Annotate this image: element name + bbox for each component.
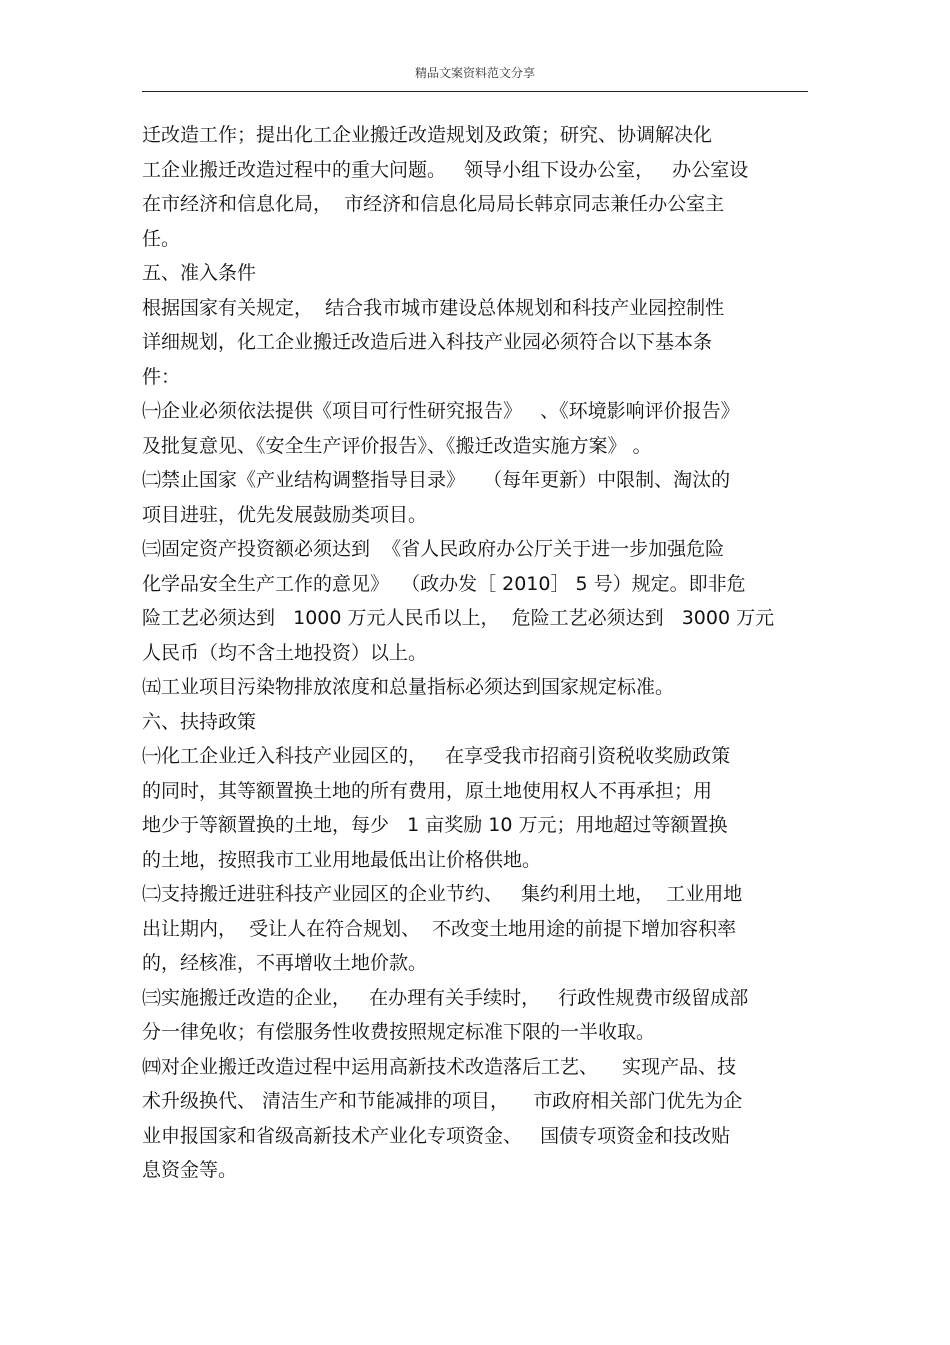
text-line: 分一律免收；有偿服务性收费按照规定标准下限的一半收取。 <box>142 1021 656 1043</box>
text-line: 业申报国家和省级高新技术产业化专项资金、 国债专项资金和技改贴 <box>142 1124 731 1147</box>
text-line: 人民币（均不含土地投资）以上。 <box>142 641 428 664</box>
page-header: 精品文案资料范文分享 <box>414 66 535 80</box>
text-line: 根据国家有关规定， 结合我市城市建设总体规划和科技产业园控制性 <box>142 296 725 319</box>
text-line: ㈠企业必须依法提供《项目可行性研究报告》 、《环境影响评价报告》 <box>142 400 740 422</box>
text-line: ㈣对企业搬迁改造过程中运用高新技术改造落后工艺、 实现产品、技 <box>142 1055 737 1078</box>
text-line: ㈡禁止国家《产业结构调整指导目录》 （每年更新）中限制、淘汰的 <box>142 469 731 491</box>
text-line: 的同时，其等额置换土地的所有费用，原土地使用权人不再承担；用 <box>142 779 713 802</box>
text-line: 任。 <box>142 227 181 250</box>
header-divider <box>142 91 808 92</box>
document-body <box>142 118 812 1188</box>
text-line: 的土地，按照我市工业用地最低出让价格供地。 <box>142 848 542 871</box>
text-line: 项目进驻，优先发展鼓励类项目。 <box>142 503 428 526</box>
text-line: ㈢实施搬迁改造的企业， 在办理有关手续时， 行政性规费市级留成部 <box>142 986 749 1009</box>
text-line: 及批复意见、《安全生产评价报告》、《搬迁改造实施方案》 。 <box>142 434 652 457</box>
text-line: ㈢固定资产投资额必须达到 《省人民政府办公厅关于进一步加强危险 <box>142 538 725 560</box>
text-line: ㈡支持搬迁进驻科技产业园区的企业节约、 集约利用土地， 工业用地 <box>142 883 743 905</box>
text-line: 出让期内， 受让人在符合规划、 不改变土地用途的前提下增加容积率 <box>142 917 737 940</box>
text-line: 工企业搬迁改造过程中的重大问题。 领导小组下设办公室， 办公室设 <box>142 158 749 181</box>
text-line: 息资金等。 <box>142 1159 238 1181</box>
text-line: 迁改造工作；提出化工企业搬迁改造规划及政策；研究、协调解决化 <box>142 124 713 146</box>
text-line: 的，经核准，不再增收土地价款。 <box>142 952 428 974</box>
section-heading: 六、扶持政策 <box>142 710 257 733</box>
text-line: 件： <box>142 365 181 388</box>
text-line: 详细规划，化工企业搬迁改造后进入科技产业园必须符合以下基本条 <box>142 331 713 353</box>
section-heading: 五、准入条件 <box>142 262 257 284</box>
text-line: ㈤工业项目污染物排放浓度和总量指标必须达到国家规定标准。 <box>142 676 675 698</box>
text-line: 地少于等额置换的土地，每少 1 亩奖励 10 万元；用地超过等额置换 <box>142 814 728 836</box>
text-line: ㈠化工企业迁入科技产业园区的， 在享受我市招商引资税收奖励政策 <box>142 745 731 767</box>
text-line: 化学品安全生产工作的意见》 （政办发［ 2010］ 5 号）规定。即非危 <box>142 572 746 595</box>
text-line: 术升级换代、 清洁生产和节能减排的项目， 市政府相关部门优先为企 <box>142 1090 743 1112</box>
text-line: 在市经济和信息化局， 市经济和信息化局局长韩京同志兼任办公室主 <box>142 193 725 215</box>
text-line: 险工艺必须达到 1000 万元人民币以上， 危险工艺必须达到 3000 万元 <box>142 607 775 629</box>
